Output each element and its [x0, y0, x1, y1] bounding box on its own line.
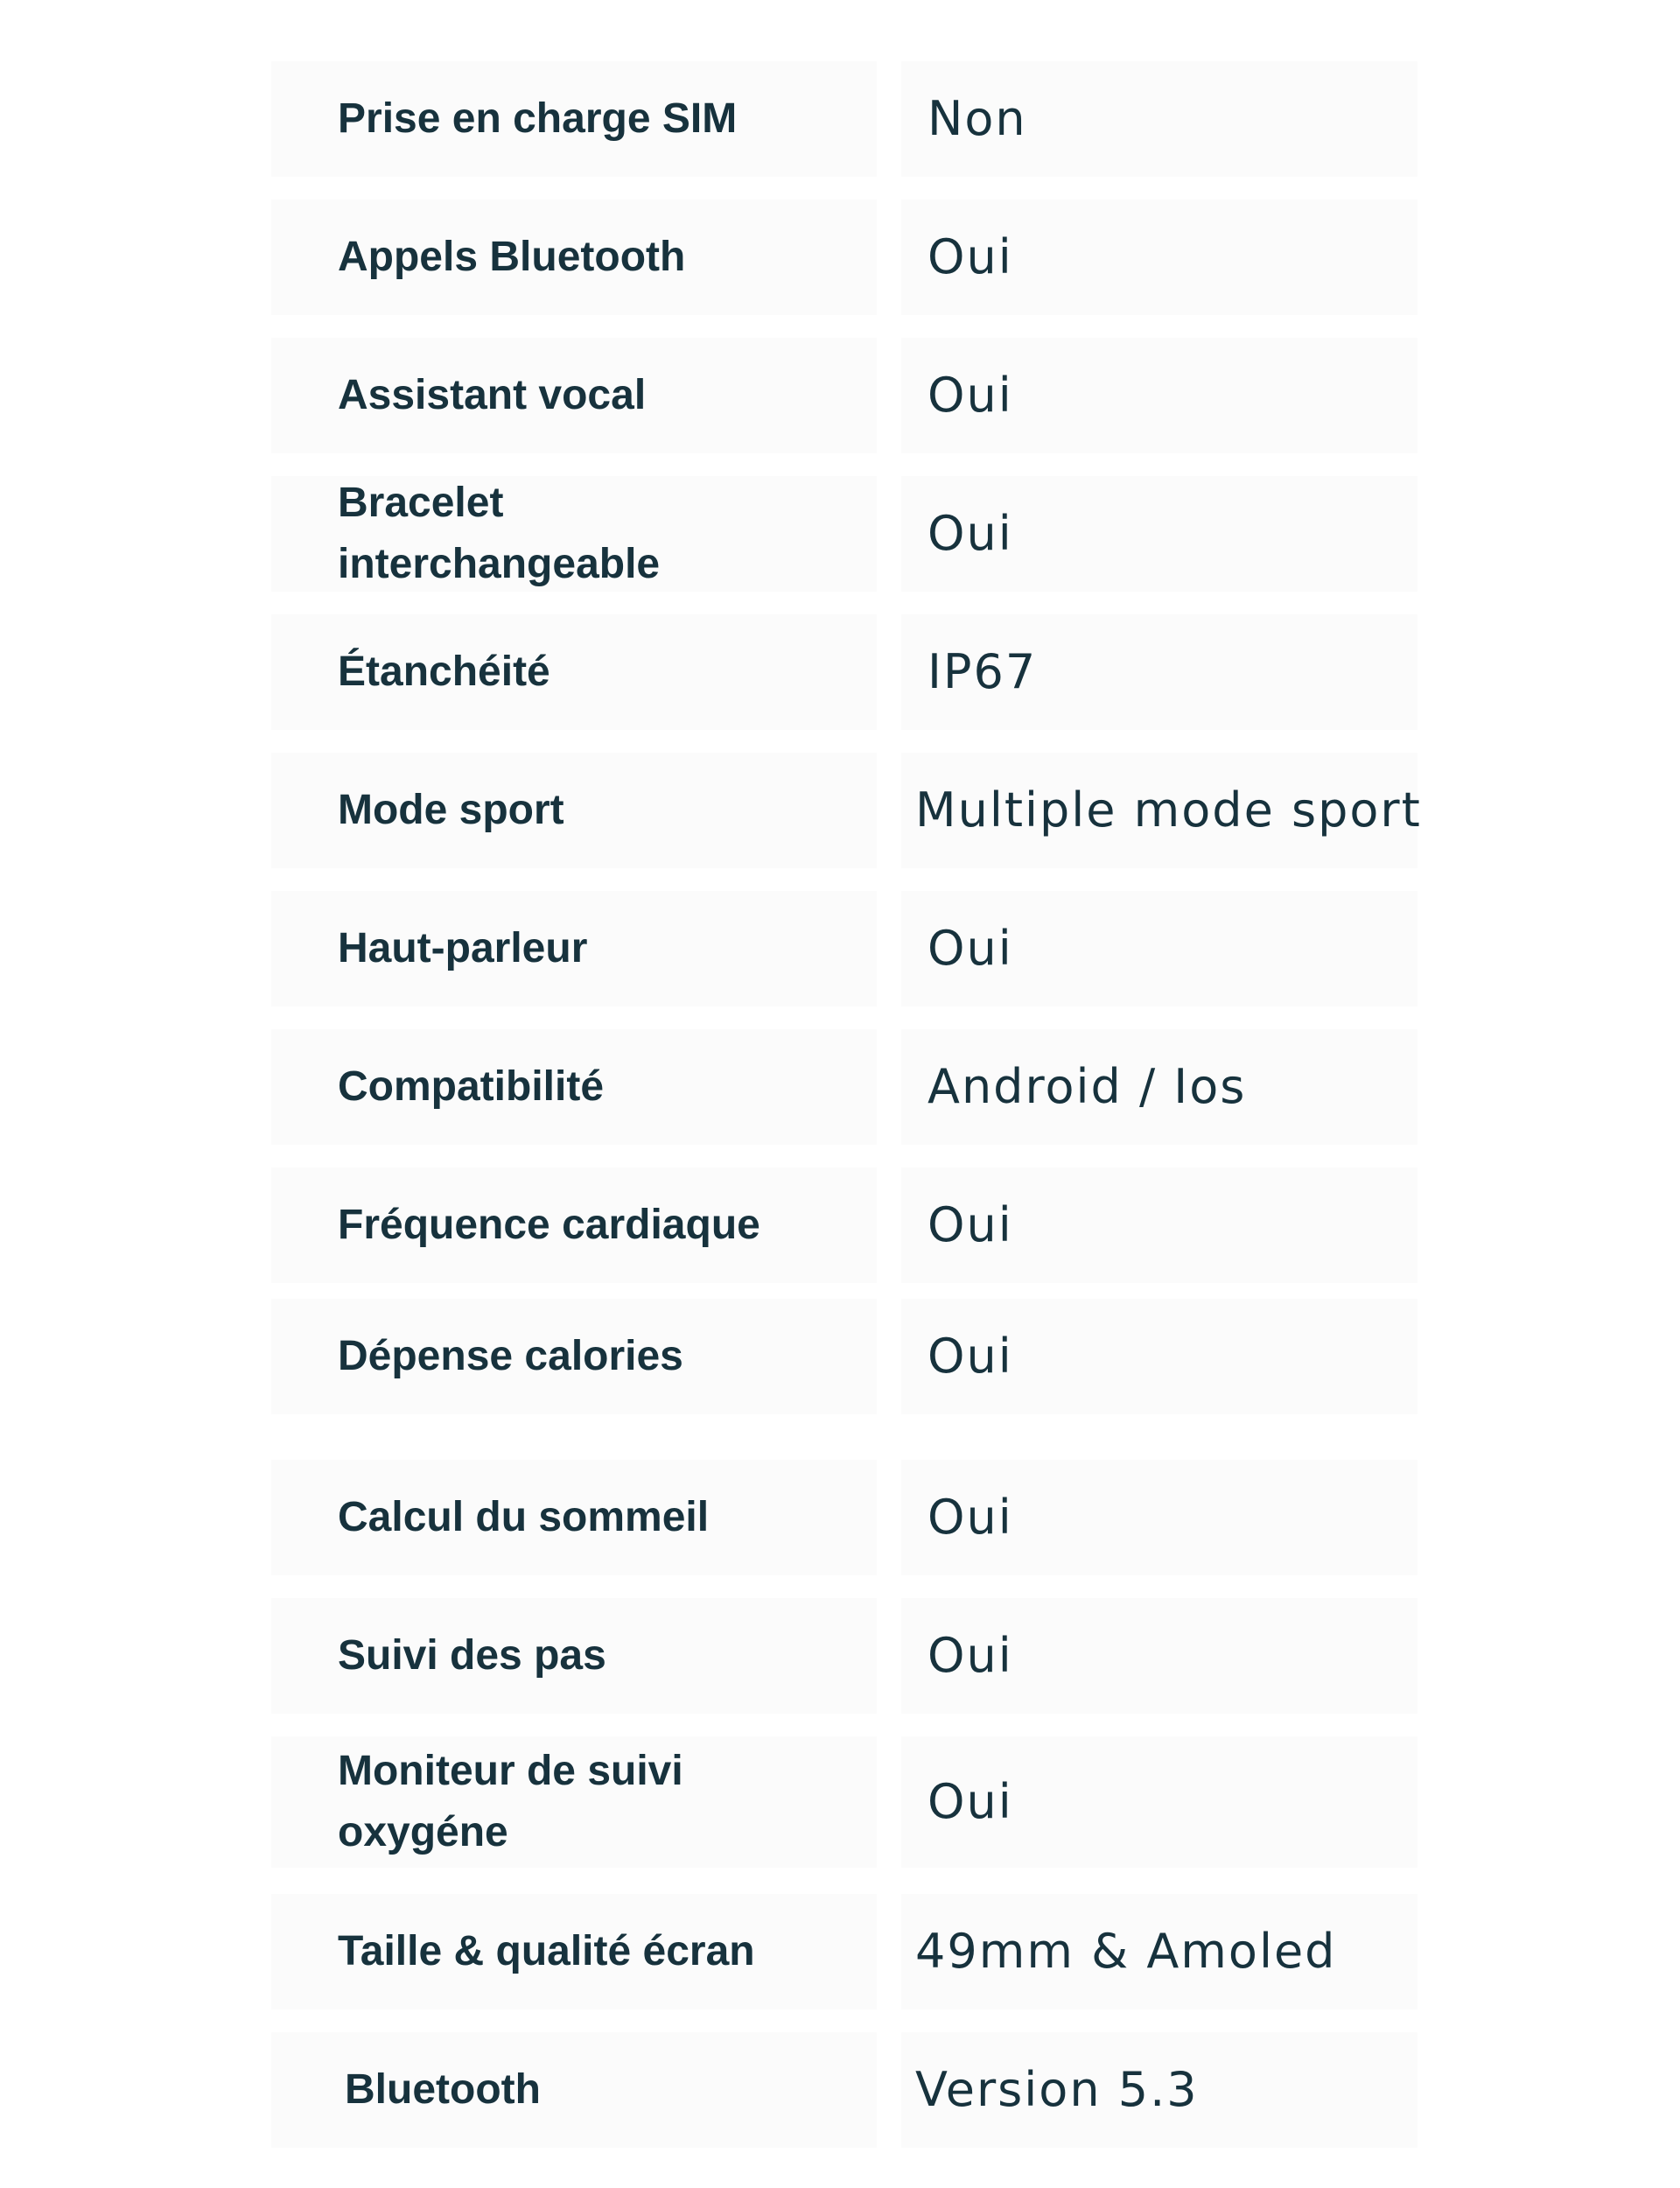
- spec-label-cell: [271, 1029, 877, 1145]
- spec-label-cell: [271, 1598, 877, 1714]
- spec-row-sport-mode: [271, 753, 1422, 868]
- spec-label-cell: [271, 338, 877, 453]
- spec-label-cell: [271, 1460, 877, 1575]
- spec-value-cell: [901, 1029, 1418, 1145]
- spec-label: Compatibilité: [338, 1063, 605, 1110]
- spec-row-waterproof: [271, 614, 1418, 730]
- spec-value-cell: [901, 338, 1418, 453]
- spec-row-screen: [271, 1894, 1418, 2009]
- spec-value-cell: [901, 1460, 1418, 1575]
- spec-value: IP67: [928, 644, 1038, 699]
- spec-value: Android / Ios: [928, 1059, 1247, 1114]
- spec-label: Dépense calories: [338, 1333, 683, 1379]
- spec-label: Mode sport: [338, 787, 564, 833]
- spec-value: Oui: [928, 1329, 1013, 1384]
- spec-label: Suivi des pas: [338, 1632, 606, 1679]
- spec-value-cell: [901, 2032, 1418, 2148]
- spec-label: Fréquence cardiaque: [338, 1202, 760, 1248]
- spec-value-cell: [901, 614, 1418, 730]
- spec-label: Étanchéité: [338, 649, 550, 695]
- spec-value-cell: [901, 200, 1418, 315]
- spec-label-cell: [271, 61, 877, 177]
- spec-value-cell: [901, 476, 1418, 592]
- spec-value: Oui: [928, 921, 1013, 976]
- spec-value-cell: [901, 61, 1418, 177]
- spec-label-cell: [271, 200, 877, 315]
- spec-label: Haut-parleur: [338, 925, 588, 971]
- spec-label-cell: [271, 1299, 877, 1414]
- spec-value: Oui: [928, 506, 1013, 561]
- spec-value: 49mm & Amoled: [915, 1924, 1337, 1979]
- spec-row-sleep: [271, 1460, 1418, 1575]
- spec-value: Non: [928, 91, 1027, 146]
- spec-value: Oui: [928, 1197, 1013, 1252]
- spec-label-cell: [271, 1168, 877, 1283]
- spec-label: Taille & qualité écran: [338, 1928, 755, 1974]
- spec-label: Bluetooth: [345, 2066, 541, 2113]
- spec-row-compatibility: [271, 1029, 1418, 1145]
- spec-label-cell: [271, 1736, 877, 1868]
- spec-label: Bracelet interchangeable: [338, 480, 661, 587]
- spec-row-speaker: [271, 891, 1418, 1006]
- spec-value-cell: [901, 753, 1422, 868]
- spec-value-cell: [901, 1168, 1418, 1283]
- spec-label-cell: [271, 1894, 877, 2009]
- spec-value: Oui: [928, 368, 1013, 423]
- spec-value: Oui: [928, 1628, 1013, 1683]
- spec-label: Prise en charge SIM: [338, 95, 738, 142]
- spec-label-cell: [271, 2032, 877, 2148]
- spec-value-cell: [901, 1894, 1418, 2009]
- spec-row-calories: [271, 1299, 1418, 1414]
- spec-label: Calcul du sommeil: [338, 1494, 710, 1540]
- spec-label-cell: [271, 614, 877, 730]
- spec-value-cell: [901, 1598, 1418, 1714]
- spec-label: Appels Bluetooth: [338, 234, 686, 280]
- spec-label-cell: [271, 753, 877, 868]
- spec-label: Assistant vocal: [338, 372, 647, 418]
- spec-row-sim: [271, 61, 1418, 177]
- spec-row-bluetooth-calls: [271, 200, 1418, 315]
- spec-row-heart-rate: [271, 1168, 1418, 1283]
- spec-row-steps: [271, 1598, 1418, 1714]
- spec-value: Oui: [928, 1490, 1013, 1545]
- spec-row-voice-assistant: [271, 338, 1418, 453]
- spec-value: Oui: [928, 1774, 1013, 1829]
- spec-row-oxygen: [271, 1736, 1418, 1868]
- spec-value: Multiple mode sport: [915, 782, 1422, 838]
- spec-label: Moniteur de suivi oxygéne: [338, 1748, 683, 1855]
- spec-value: Version 5.3: [915, 2062, 1199, 2117]
- spec-row-strap: [271, 476, 1418, 592]
- spec-value: Oui: [928, 229, 1013, 284]
- spec-row-bluetooth-version: [271, 2032, 1418, 2148]
- spec-label-cell: [271, 891, 877, 1006]
- spec-label-cell: [271, 476, 877, 592]
- spec-value-cell: [901, 891, 1418, 1006]
- spec-value-cell: [901, 1299, 1418, 1414]
- spec-value-cell: [901, 1736, 1418, 1868]
